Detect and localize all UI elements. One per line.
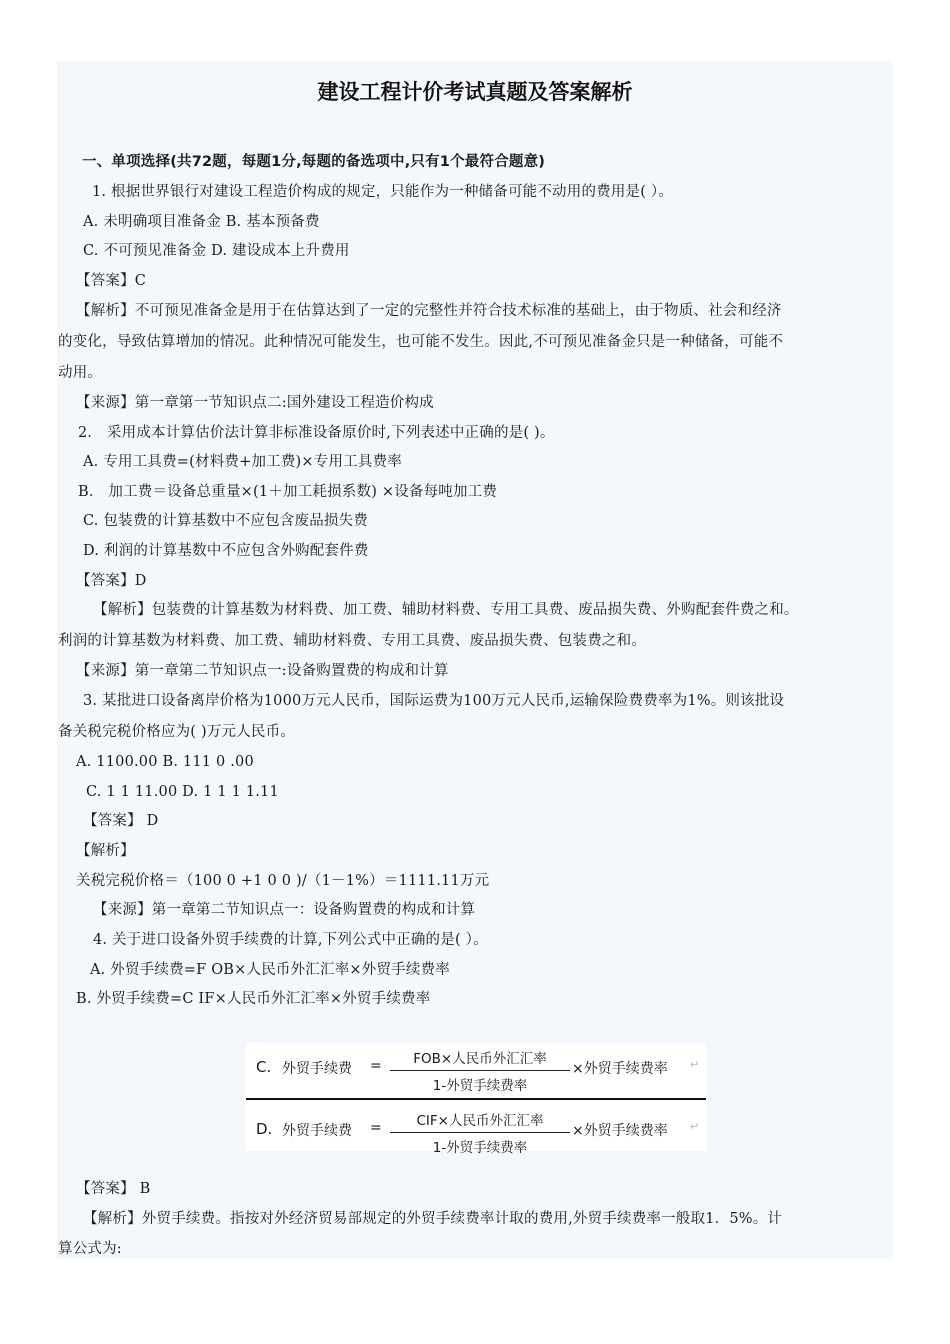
- formula-label: C.: [256, 1058, 272, 1076]
- formula-numerator: CIF×人民币外汇汇率: [416, 1113, 544, 1129]
- question-2-option-d: D. 利润的计算基数中不应包含外购配套件费: [83, 543, 369, 559]
- question-2-source: 【来源】第一章第二节知识点一:设备购置费的构成和计算: [76, 663, 449, 679]
- question-2-answer: 【答案】D: [76, 573, 147, 589]
- formula-denominator: 1-外贸手续费率: [432, 1140, 528, 1156]
- question-4-analysis-line: 【解析】外贸手续费。指按对外经济贸易部规定的外贸手续费率计取的费用,外贸手续费率一般取1．5%。计: [83, 1211, 783, 1227]
- formula-lhs: 外贸手续费: [282, 1061, 352, 1077]
- formula-label: D.: [256, 1120, 273, 1138]
- formula-denominator: 1-外贸手续费率: [432, 1078, 528, 1094]
- formula-option-c: [246, 1043, 706, 1095]
- question-1-answer: 【答案】C: [76, 273, 147, 289]
- fraction-bar: [390, 1070, 570, 1071]
- formula-equals: =: [370, 1058, 382, 1074]
- question-4-analysis-line: 算公式为:: [58, 1241, 122, 1257]
- return-mark-icon: ↵: [690, 1120, 700, 1133]
- question-2-analysis-line: 【解析】包装费的计算基数为材料费、加工费、辅助材料费、专用工具费、废品损失费、外购配套件费之和。: [93, 602, 799, 618]
- formula-rhs: ×外贸手续费率: [572, 1061, 668, 1077]
- formula-fraction: [390, 1109, 570, 1156]
- question-4-option-a: A. 外贸手续费=F OB×人民币外汇汇率×外贸手续费率: [90, 962, 450, 978]
- question-3-options-ab: A. 1100.00 B. 111 0 .00: [76, 754, 254, 770]
- formula-lhs: 外贸手续费: [282, 1123, 352, 1139]
- question-3-answer: 【答案】 D: [83, 813, 159, 829]
- question-1-options-cd: C. 不可预见准备金 D. 建设成本上升费用: [83, 243, 350, 259]
- question-2-stem: 2． 采用成本计算估价法计算非标准设备原价时,下列表述中正确的是( )。: [78, 425, 555, 441]
- formula-rhs: ×外贸手续费率: [572, 1123, 668, 1139]
- question-3-source: 【来源】第一章第二节知识点一：设备购置费的构成和计算: [93, 902, 476, 918]
- formula-divider: [246, 1098, 706, 1100]
- document-title: 建设工程计价考试真题及答案解析: [317, 80, 633, 104]
- question-1-stem: 1. 根据世界银行对建设工程造价构成的规定，只能作为一种储备可能不动用的费用是( ）。: [92, 184, 674, 200]
- question-1-analysis-line: 的变化，导致估算增加的情况。此种情况可能发生，也可能不发生。因此,不可预见准备金只是一种储备，可能不: [58, 334, 784, 350]
- formula-image: [246, 1043, 706, 1156]
- question-1-source: 【来源】第一章第一节知识点二:国外建设工程造价构成: [76, 395, 434, 411]
- question-3-stem: 3. 某批进口设备离岸价格为1000万元人民币，国际运费为100万元人民币,运输保险费费率为1%。则该批设: [83, 693, 785, 709]
- formula-equals: =: [370, 1120, 382, 1136]
- return-mark-icon: ↵: [690, 1058, 700, 1071]
- question-3-analysis: 【解析】: [76, 843, 135, 859]
- question-1-analysis-line: 动用。: [58, 365, 103, 381]
- question-1-analysis-line: 【解析】不可预见准备金是用于在估算达到了一定的完整性并符合技术标准的基础上，由于物质、社会和经济: [76, 303, 782, 319]
- question-4-answer: 【答案】 B: [76, 1181, 151, 1197]
- section-heading: 一、单项选择(共72题，每题1分,每题的备选项中,只有1个最符合题意): [82, 154, 546, 170]
- question-2-option-c: C. 包装费的计算基数中不应包含废品损失费: [83, 513, 368, 529]
- question-4-stem: 4. 关于进口设备外贸手续费的计算,下列公式中正确的是( ）。: [93, 932, 488, 948]
- question-3-options-cd: C. 1 1 11.00 D. 1 1 1 1.11: [86, 784, 279, 800]
- question-3-calculation: 关税完税价格＝（100 0 +1 0 0 )/（1－1%）＝1111.11万元: [76, 873, 490, 889]
- fraction-bar: [390, 1132, 570, 1133]
- formula-option-d: [246, 1105, 706, 1157]
- question-2-analysis-line: 利润的计算基数为材料费、加工费、辅助材料费、专用工具费、废品损失费、包装费之和。: [58, 633, 646, 649]
- question-1-options-ab: A. 未明确项目准备金 B. 基本预备费: [83, 214, 320, 230]
- formula-fraction: [390, 1047, 570, 1094]
- question-4-option-b: B. 外贸手续费=C IF×人民币外汇汇率×外贸手续费率: [76, 991, 431, 1007]
- question-2-option-b: B． 加工费＝设备总重量×(1＋加工耗损系数) ×设备每吨加工费: [78, 484, 498, 500]
- question-3-stem: 备关税完税价格应为( )万元人民币。: [58, 724, 296, 740]
- question-2-option-a: A. 专用工具费=(材料费+加工费)×专用工具费率: [83, 454, 402, 470]
- formula-numerator: FOB×人民币外汇汇率: [413, 1051, 547, 1067]
